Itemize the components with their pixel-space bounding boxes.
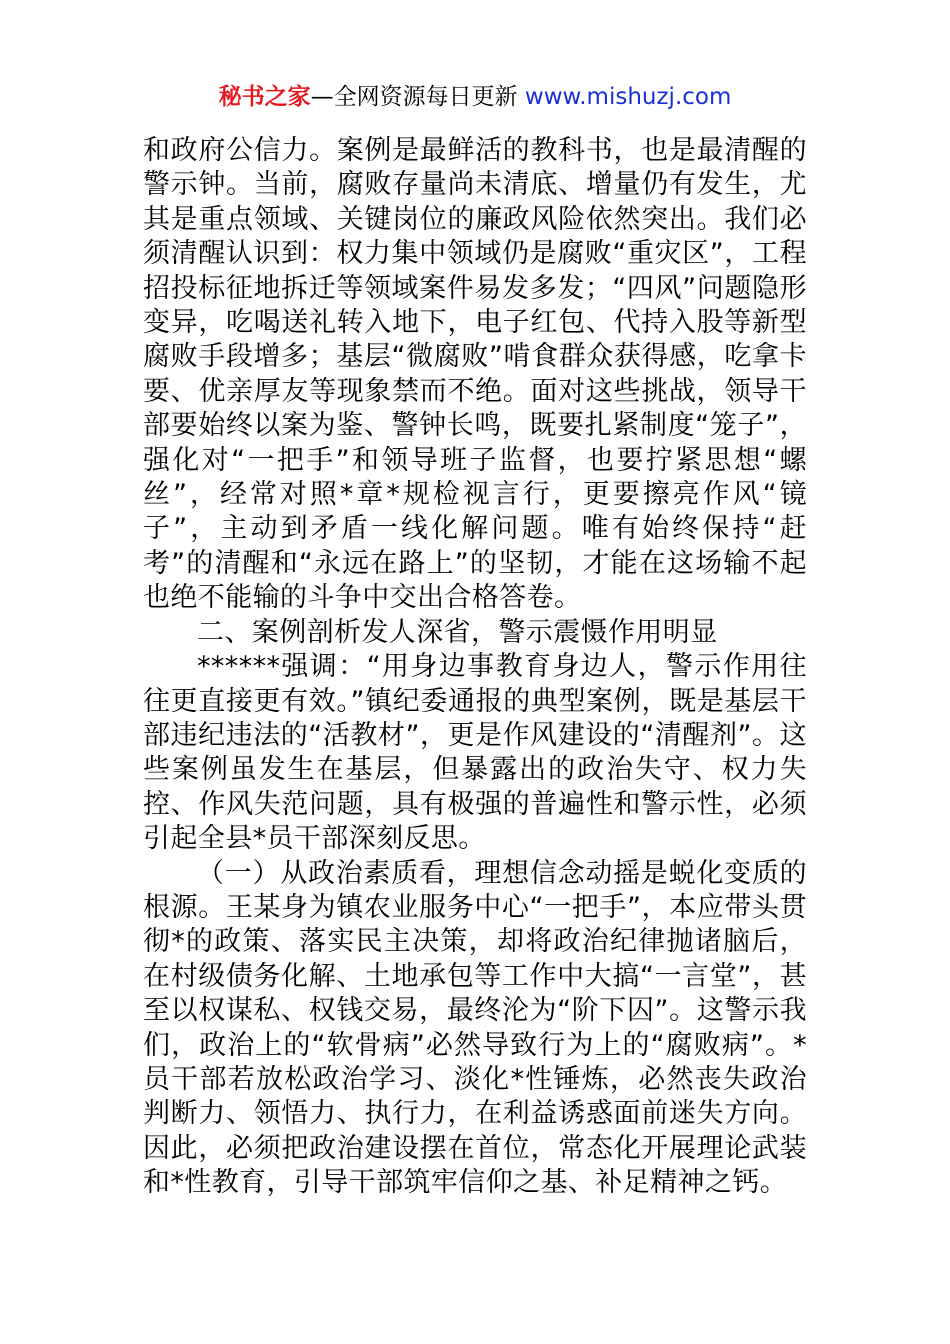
header-brand: 秘书之家 — [218, 84, 311, 110]
section-heading: 二、案例剖析发人深省，警示震慑作用明显 — [197, 616, 718, 648]
paragraph-continuation: 和政府公信力。案例是最鲜活的教科书，也是最清醒的警示钟。当前，腐败存量尚未清底、增量仍有发生，尤其是重点领域、关键岗位的廉政风险依然突出。我们必须清醒认识到：权力集中领域仍是腐败“重灾区”，工程招投标征地拆迁等领域案件易发多发；“四风”问题隐形变异，吃喝送礼转入地下，电子红包、代持入股等新型腐败手段增多；基层“微腐败”啃食群众获得感，吃拿卡要、优亲厚友等现象禁而不绝。面对这些挑战，领导干部要始终以案为鉴、警钟长鸣，既要扎紧制度“笼子”，强化对“一把手”和领导班子监督，也要拧紧思想“螺丝”，经常对照*章*规检视言行，更要擦亮作风“镜子”，主动到矛盾一线化解问题。唯有始终保持“赶考”的清醒和“永远在路上”的坚韧，才能在这场输不起也绝不能输的斗争中交出合格答卷。 — [143, 135, 807, 614]
header-url-link[interactable]: www.mishuzj.com — [524, 84, 732, 110]
header-slogan: —全网资源每日更新 — [310, 84, 525, 110]
page-header — [0, 80, 950, 114]
paragraph: （一）从政治素质看，理想信念动摇是蜕化变质的根源。王某身为镇农业服务中心“一把手”，本应带头贯彻*的政策、落实民主决策，却将政治纪律抛诸脑后，在村级债务化解、土地承包等工作中大搞“一言堂”，甚至以权谋私、权钱交易，最终沦为“阶下囚”。这警示我们，政治上的“软骨病”必然导致行为上的“腐败病”。*员干部若放松政治学习、淡化*性锤炼，必然丧失政治判断力、领悟力、执行力，在利益诱惑面前迷失方向。因此，必须把政治建设摆在首位，常态化开展理论武装和*性教育，引导干部筑牢信仰之基、补足精神之钙。 — [143, 857, 807, 1199]
paragraph: ******强调：“用身边事教育身边人，警示作用往往更直接更有效。”镇纪委通报的典型案例，既是基层干部违纪违法的“活教材”，更是作风建设的“清醒剂”。这些案例虽发生在基层，但暴露出的政治失守、权力失控、作风失范问题，具有极强的普遍性和警示性，必须引起全县*员干部深刻反思。 — [143, 651, 807, 855]
document-body — [143, 134, 807, 1201]
